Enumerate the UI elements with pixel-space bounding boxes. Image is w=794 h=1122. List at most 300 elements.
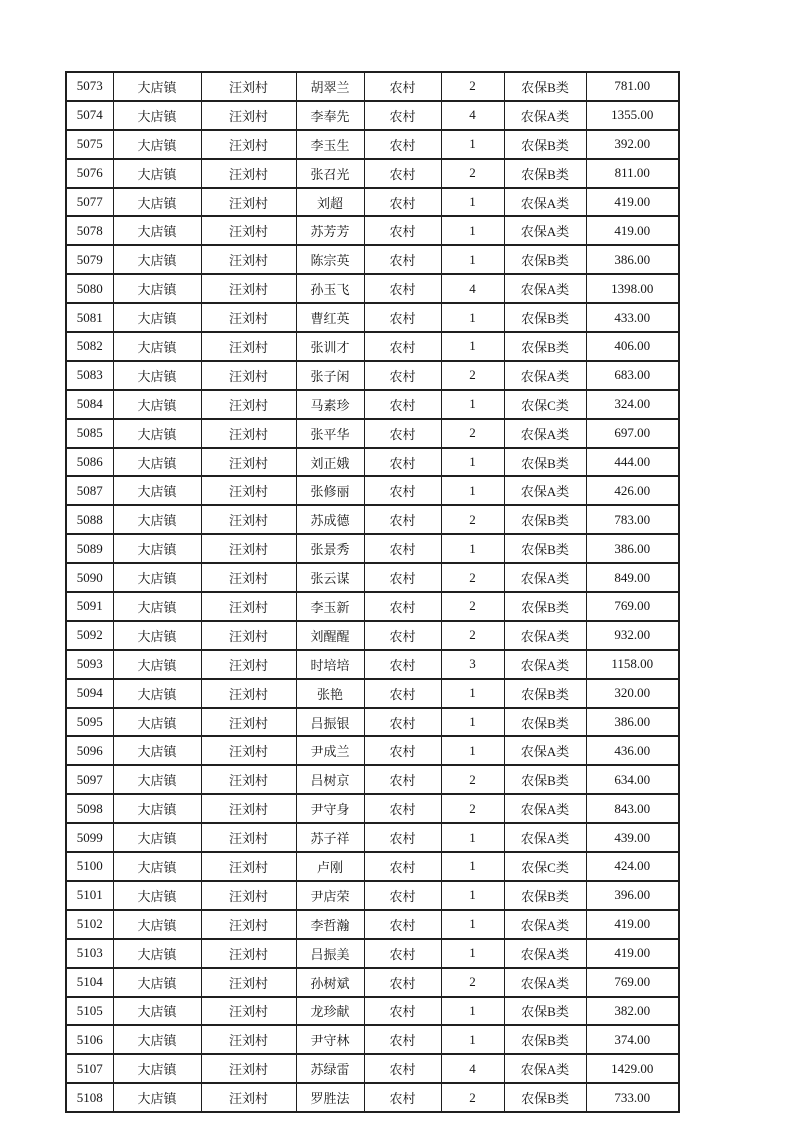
cell-village: 汪刘村: [201, 274, 296, 303]
table-row: [66, 361, 679, 390]
cell-insurance-category: 农保A类: [504, 563, 586, 592]
cell-serial-number: 5101: [66, 881, 113, 910]
cell-insurance-category: 农保A类: [504, 476, 586, 505]
cell-serial-number: 5105: [66, 997, 113, 1026]
cell-amount: 433.00: [586, 303, 679, 332]
cell-village: 汪刘村: [201, 534, 296, 563]
cell-person-count: 2: [441, 968, 504, 997]
cell-town: 大店镇: [113, 1054, 201, 1083]
cell-town: 大店镇: [113, 708, 201, 737]
cell-town: 大店镇: [113, 968, 201, 997]
cell-serial-number: 5076: [66, 159, 113, 188]
cell-insurance-category: 农保B类: [504, 159, 586, 188]
cell-person-count: 4: [441, 101, 504, 130]
cell-insurance-category: 农保B类: [504, 245, 586, 274]
cell-person-count: 2: [441, 72, 504, 101]
cell-serial-number: 5106: [66, 1025, 113, 1054]
records-table: [65, 71, 680, 1113]
cell-residence-type: 农村: [364, 1083, 441, 1112]
cell-amount: 439.00: [586, 823, 679, 852]
cell-town: 大店镇: [113, 563, 201, 592]
cell-town: 大店镇: [113, 1083, 201, 1112]
table-row: [66, 448, 679, 477]
cell-town: 大店镇: [113, 216, 201, 245]
cell-residence-type: 农村: [364, 621, 441, 650]
cell-person-name: 吕振美: [296, 939, 364, 968]
cell-insurance-category: 农保B类: [504, 303, 586, 332]
cell-residence-type: 农村: [364, 736, 441, 765]
cell-insurance-category: 农保B类: [504, 448, 586, 477]
cell-residence-type: 农村: [364, 968, 441, 997]
cell-person-name: 罗胜法: [296, 1083, 364, 1112]
cell-residence-type: 农村: [364, 72, 441, 101]
table-row: [66, 852, 679, 881]
cell-serial-number: 5086: [66, 448, 113, 477]
table-row: [66, 708, 679, 737]
cell-amount: 324.00: [586, 390, 679, 419]
cell-amount: 769.00: [586, 592, 679, 621]
cell-residence-type: 农村: [364, 216, 441, 245]
cell-person-name: 吕振银: [296, 708, 364, 737]
table-row: [66, 881, 679, 910]
cell-person-name: 苏子祥: [296, 823, 364, 852]
cell-serial-number: 5091: [66, 592, 113, 621]
cell-person-name: 苏绿雷: [296, 1054, 364, 1083]
table-body: [66, 72, 679, 1112]
cell-serial-number: 5104: [66, 968, 113, 997]
cell-village: 汪刘村: [201, 765, 296, 794]
cell-insurance-category: 农保A类: [504, 1054, 586, 1083]
cell-person-count: 1: [441, 881, 504, 910]
cell-residence-type: 农村: [364, 476, 441, 505]
cell-town: 大店镇: [113, 188, 201, 217]
cell-village: 汪刘村: [201, 1083, 296, 1112]
cell-residence-type: 农村: [364, 679, 441, 708]
cell-amount: 396.00: [586, 881, 679, 910]
cell-person-count: 1: [441, 130, 504, 159]
cell-residence-type: 农村: [364, 794, 441, 823]
cell-person-name: 张子闲: [296, 361, 364, 390]
cell-person-name: 苏成德: [296, 505, 364, 534]
cell-town: 大店镇: [113, 650, 201, 679]
cell-person-count: 2: [441, 794, 504, 823]
cell-person-name: 吕树京: [296, 765, 364, 794]
cell-residence-type: 农村: [364, 765, 441, 794]
cell-insurance-category: 农保C类: [504, 852, 586, 881]
cell-person-count: 1: [441, 679, 504, 708]
cell-person-count: 1: [441, 448, 504, 477]
cell-amount: 386.00: [586, 708, 679, 737]
cell-town: 大店镇: [113, 72, 201, 101]
cell-person-name: 曹红英: [296, 303, 364, 332]
cell-town: 大店镇: [113, 390, 201, 419]
cell-serial-number: 5096: [66, 736, 113, 765]
cell-residence-type: 农村: [364, 505, 441, 534]
cell-person-count: 1: [441, 1025, 504, 1054]
cell-person-name: 张修丽: [296, 476, 364, 505]
cell-amount: 419.00: [586, 188, 679, 217]
cell-village: 汪刘村: [201, 361, 296, 390]
cell-village: 汪刘村: [201, 910, 296, 939]
cell-person-name: 孙玉飞: [296, 274, 364, 303]
cell-amount: 783.00: [586, 505, 679, 534]
table-row: [66, 968, 679, 997]
cell-insurance-category: 农保A类: [504, 188, 586, 217]
table-row: [66, 910, 679, 939]
table-row: [66, 159, 679, 188]
cell-insurance-category: 农保A类: [504, 968, 586, 997]
cell-residence-type: 农村: [364, 274, 441, 303]
cell-person-name: 尹店荣: [296, 881, 364, 910]
cell-person-count: 1: [441, 534, 504, 563]
cell-serial-number: 5088: [66, 505, 113, 534]
cell-village: 汪刘村: [201, 650, 296, 679]
cell-town: 大店镇: [113, 101, 201, 130]
cell-person-count: 1: [441, 245, 504, 274]
cell-amount: 444.00: [586, 448, 679, 477]
cell-amount: 406.00: [586, 332, 679, 361]
cell-person-name: 苏芳芳: [296, 216, 364, 245]
table-row: [66, 621, 679, 650]
cell-person-name: 尹守林: [296, 1025, 364, 1054]
cell-serial-number: 5102: [66, 910, 113, 939]
table-row: [66, 419, 679, 448]
cell-serial-number: 5082: [66, 332, 113, 361]
cell-town: 大店镇: [113, 448, 201, 477]
cell-village: 汪刘村: [201, 332, 296, 361]
cell-serial-number: 5074: [66, 101, 113, 130]
cell-residence-type: 农村: [364, 592, 441, 621]
cell-residence-type: 农村: [364, 130, 441, 159]
table-row: [66, 679, 679, 708]
cell-person-name: 时培培: [296, 650, 364, 679]
cell-person-count: 1: [441, 188, 504, 217]
cell-residence-type: 农村: [364, 852, 441, 881]
cell-insurance-category: 农保B类: [504, 72, 586, 101]
cell-residence-type: 农村: [364, 1054, 441, 1083]
cell-person-name: 李奉先: [296, 101, 364, 130]
table-row: [66, 188, 679, 217]
cell-person-count: 2: [441, 159, 504, 188]
cell-insurance-category: 农保A类: [504, 939, 586, 968]
cell-residence-type: 农村: [364, 534, 441, 563]
cell-amount: 1355.00: [586, 101, 679, 130]
cell-amount: 811.00: [586, 159, 679, 188]
cell-serial-number: 5103: [66, 939, 113, 968]
table-row: [66, 534, 679, 563]
cell-town: 大店镇: [113, 910, 201, 939]
cell-amount: 843.00: [586, 794, 679, 823]
cell-insurance-category: 农保B类: [504, 997, 586, 1026]
cell-person-name: 张云谋: [296, 563, 364, 592]
cell-residence-type: 农村: [364, 332, 441, 361]
cell-village: 汪刘村: [201, 1054, 296, 1083]
cell-village: 汪刘村: [201, 939, 296, 968]
cell-serial-number: 5107: [66, 1054, 113, 1083]
cell-amount: 436.00: [586, 736, 679, 765]
cell-person-count: 1: [441, 708, 504, 737]
cell-amount: 634.00: [586, 765, 679, 794]
cell-person-name: 李玉生: [296, 130, 364, 159]
cell-insurance-category: 农保B类: [504, 765, 586, 794]
table-row: [66, 274, 679, 303]
cell-residence-type: 农村: [364, 650, 441, 679]
cell-insurance-category: 农保B类: [504, 592, 586, 621]
cell-person-name: 陈宗英: [296, 245, 364, 274]
cell-amount: 1429.00: [586, 1054, 679, 1083]
cell-residence-type: 农村: [364, 823, 441, 852]
cell-village: 汪刘村: [201, 794, 296, 823]
cell-amount: 932.00: [586, 621, 679, 650]
cell-residence-type: 农村: [364, 997, 441, 1026]
cell-village: 汪刘村: [201, 505, 296, 534]
cell-residence-type: 农村: [364, 159, 441, 188]
cell-town: 大店镇: [113, 476, 201, 505]
cell-town: 大店镇: [113, 679, 201, 708]
table-row: [66, 390, 679, 419]
cell-serial-number: 5098: [66, 794, 113, 823]
cell-insurance-category: 农保B类: [504, 1025, 586, 1054]
cell-serial-number: 5081: [66, 303, 113, 332]
cell-person-count: 1: [441, 852, 504, 881]
cell-residence-type: 农村: [364, 708, 441, 737]
cell-amount: 781.00: [586, 72, 679, 101]
cell-town: 大店镇: [113, 130, 201, 159]
cell-residence-type: 农村: [364, 188, 441, 217]
cell-serial-number: 5108: [66, 1083, 113, 1112]
cell-residence-type: 农村: [364, 1025, 441, 1054]
cell-town: 大店镇: [113, 361, 201, 390]
cell-person-name: 李哲瀚: [296, 910, 364, 939]
cell-insurance-category: 农保A类: [504, 736, 586, 765]
cell-village: 汪刘村: [201, 708, 296, 737]
cell-town: 大店镇: [113, 997, 201, 1026]
cell-amount: 733.00: [586, 1083, 679, 1112]
cell-insurance-category: 农保B类: [504, 708, 586, 737]
cell-insurance-category: 农保A类: [504, 274, 586, 303]
cell-serial-number: 5085: [66, 419, 113, 448]
cell-amount: 392.00: [586, 130, 679, 159]
cell-town: 大店镇: [113, 852, 201, 881]
table-row: [66, 332, 679, 361]
cell-person-count: 1: [441, 910, 504, 939]
cell-insurance-category: 农保B类: [504, 534, 586, 563]
cell-amount: 1158.00: [586, 650, 679, 679]
cell-insurance-category: 农保C类: [504, 390, 586, 419]
cell-person-count: 2: [441, 361, 504, 390]
table-row: [66, 101, 679, 130]
cell-amount: 374.00: [586, 1025, 679, 1054]
cell-amount: 424.00: [586, 852, 679, 881]
cell-person-count: 1: [441, 997, 504, 1026]
table-row: [66, 1054, 679, 1083]
cell-serial-number: 5099: [66, 823, 113, 852]
cell-person-count: 4: [441, 274, 504, 303]
cell-person-count: 3: [441, 650, 504, 679]
cell-person-count: 1: [441, 736, 504, 765]
cell-village: 汪刘村: [201, 245, 296, 274]
table-row: [66, 939, 679, 968]
cell-residence-type: 农村: [364, 448, 441, 477]
cell-person-name: 胡翠兰: [296, 72, 364, 101]
cell-person-count: 1: [441, 216, 504, 245]
cell-serial-number: 5097: [66, 765, 113, 794]
cell-person-count: 1: [441, 303, 504, 332]
cell-residence-type: 农村: [364, 245, 441, 274]
cell-insurance-category: 农保B类: [504, 130, 586, 159]
cell-person-count: 2: [441, 621, 504, 650]
table-row: [66, 794, 679, 823]
cell-amount: 697.00: [586, 419, 679, 448]
cell-village: 汪刘村: [201, 390, 296, 419]
cell-amount: 419.00: [586, 939, 679, 968]
cell-person-count: 1: [441, 476, 504, 505]
table-row: [66, 216, 679, 245]
cell-town: 大店镇: [113, 794, 201, 823]
cell-town: 大店镇: [113, 505, 201, 534]
cell-person-name: 张召光: [296, 159, 364, 188]
table-row: [66, 765, 679, 794]
cell-person-count: 2: [441, 505, 504, 534]
cell-serial-number: 5073: [66, 72, 113, 101]
cell-village: 汪刘村: [201, 621, 296, 650]
cell-insurance-category: 农保A类: [504, 216, 586, 245]
cell-person-count: 2: [441, 592, 504, 621]
cell-village: 汪刘村: [201, 563, 296, 592]
table-row: [66, 476, 679, 505]
cell-town: 大店镇: [113, 1025, 201, 1054]
cell-serial-number: 5089: [66, 534, 113, 563]
cell-person-name: 张景秀: [296, 534, 364, 563]
cell-village: 汪刘村: [201, 823, 296, 852]
table-row: [66, 245, 679, 274]
table-row: [66, 563, 679, 592]
cell-serial-number: 5078: [66, 216, 113, 245]
table-row: [66, 303, 679, 332]
cell-person-count: 1: [441, 823, 504, 852]
cell-residence-type: 农村: [364, 563, 441, 592]
cell-village: 汪刘村: [201, 997, 296, 1026]
cell-person-count: 1: [441, 332, 504, 361]
cell-person-count: 2: [441, 765, 504, 794]
cell-amount: 426.00: [586, 476, 679, 505]
cell-village: 汪刘村: [201, 303, 296, 332]
cell-person-count: 1: [441, 939, 504, 968]
cell-town: 大店镇: [113, 332, 201, 361]
cell-insurance-category: 农保A类: [504, 650, 586, 679]
cell-insurance-category: 农保A类: [504, 794, 586, 823]
table-row: [66, 592, 679, 621]
cell-insurance-category: 农保B类: [504, 332, 586, 361]
cell-village: 汪刘村: [201, 852, 296, 881]
cell-village: 汪刘村: [201, 101, 296, 130]
cell-residence-type: 农村: [364, 910, 441, 939]
cell-serial-number: 5092: [66, 621, 113, 650]
cell-person-name: 张艳: [296, 679, 364, 708]
cell-town: 大店镇: [113, 881, 201, 910]
cell-insurance-category: 农保B类: [504, 505, 586, 534]
cell-town: 大店镇: [113, 419, 201, 448]
cell-amount: 320.00: [586, 679, 679, 708]
cell-person-name: 马素珍: [296, 390, 364, 419]
cell-residence-type: 农村: [364, 303, 441, 332]
cell-village: 汪刘村: [201, 592, 296, 621]
cell-serial-number: 5079: [66, 245, 113, 274]
table-row: [66, 72, 679, 101]
cell-person-count: 2: [441, 1083, 504, 1112]
cell-village: 汪刘村: [201, 448, 296, 477]
cell-residence-type: 农村: [364, 390, 441, 419]
cell-town: 大店镇: [113, 765, 201, 794]
cell-amount: 382.00: [586, 997, 679, 1026]
cell-person-name: 孙树斌: [296, 968, 364, 997]
cell-insurance-category: 农保B类: [504, 679, 586, 708]
cell-insurance-category: 农保A类: [504, 101, 586, 130]
cell-town: 大店镇: [113, 245, 201, 274]
table-row: [66, 650, 679, 679]
cell-town: 大店镇: [113, 303, 201, 332]
cell-person-name: 张训才: [296, 332, 364, 361]
cell-person-name: 刘醒醒: [296, 621, 364, 650]
cell-person-count: 1: [441, 390, 504, 419]
cell-village: 汪刘村: [201, 1025, 296, 1054]
cell-village: 汪刘村: [201, 968, 296, 997]
table-row: [66, 130, 679, 159]
cell-person-count: 4: [441, 1054, 504, 1083]
cell-residence-type: 农村: [364, 881, 441, 910]
cell-village: 汪刘村: [201, 159, 296, 188]
cell-insurance-category: 农保B类: [504, 881, 586, 910]
cell-serial-number: 5090: [66, 563, 113, 592]
cell-village: 汪刘村: [201, 679, 296, 708]
table-row: [66, 736, 679, 765]
table-row: [66, 505, 679, 534]
cell-serial-number: 5095: [66, 708, 113, 737]
cell-serial-number: 5094: [66, 679, 113, 708]
cell-serial-number: 5087: [66, 476, 113, 505]
cell-person-count: 2: [441, 563, 504, 592]
cell-serial-number: 5080: [66, 274, 113, 303]
table-row: [66, 823, 679, 852]
cell-serial-number: 5093: [66, 650, 113, 679]
cell-serial-number: 5075: [66, 130, 113, 159]
cell-serial-number: 5083: [66, 361, 113, 390]
cell-amount: 769.00: [586, 968, 679, 997]
cell-village: 汪刘村: [201, 476, 296, 505]
cell-amount: 849.00: [586, 563, 679, 592]
cell-village: 汪刘村: [201, 419, 296, 448]
cell-amount: 683.00: [586, 361, 679, 390]
cell-serial-number: 5100: [66, 852, 113, 881]
cell-person-name: 刘正娥: [296, 448, 364, 477]
cell-serial-number: 5077: [66, 188, 113, 217]
cell-insurance-category: 农保A类: [504, 621, 586, 650]
cell-village: 汪刘村: [201, 72, 296, 101]
cell-residence-type: 农村: [364, 939, 441, 968]
cell-residence-type: 农村: [364, 419, 441, 448]
table-row: [66, 1083, 679, 1112]
cell-town: 大店镇: [113, 274, 201, 303]
cell-town: 大店镇: [113, 823, 201, 852]
cell-insurance-category: 农保A类: [504, 910, 586, 939]
cell-town: 大店镇: [113, 621, 201, 650]
cell-insurance-category: 农保A类: [504, 823, 586, 852]
cell-insurance-category: 农保A类: [504, 361, 586, 390]
cell-amount: 386.00: [586, 245, 679, 274]
table-row: [66, 1025, 679, 1054]
cell-person-count: 2: [441, 419, 504, 448]
cell-town: 大店镇: [113, 736, 201, 765]
